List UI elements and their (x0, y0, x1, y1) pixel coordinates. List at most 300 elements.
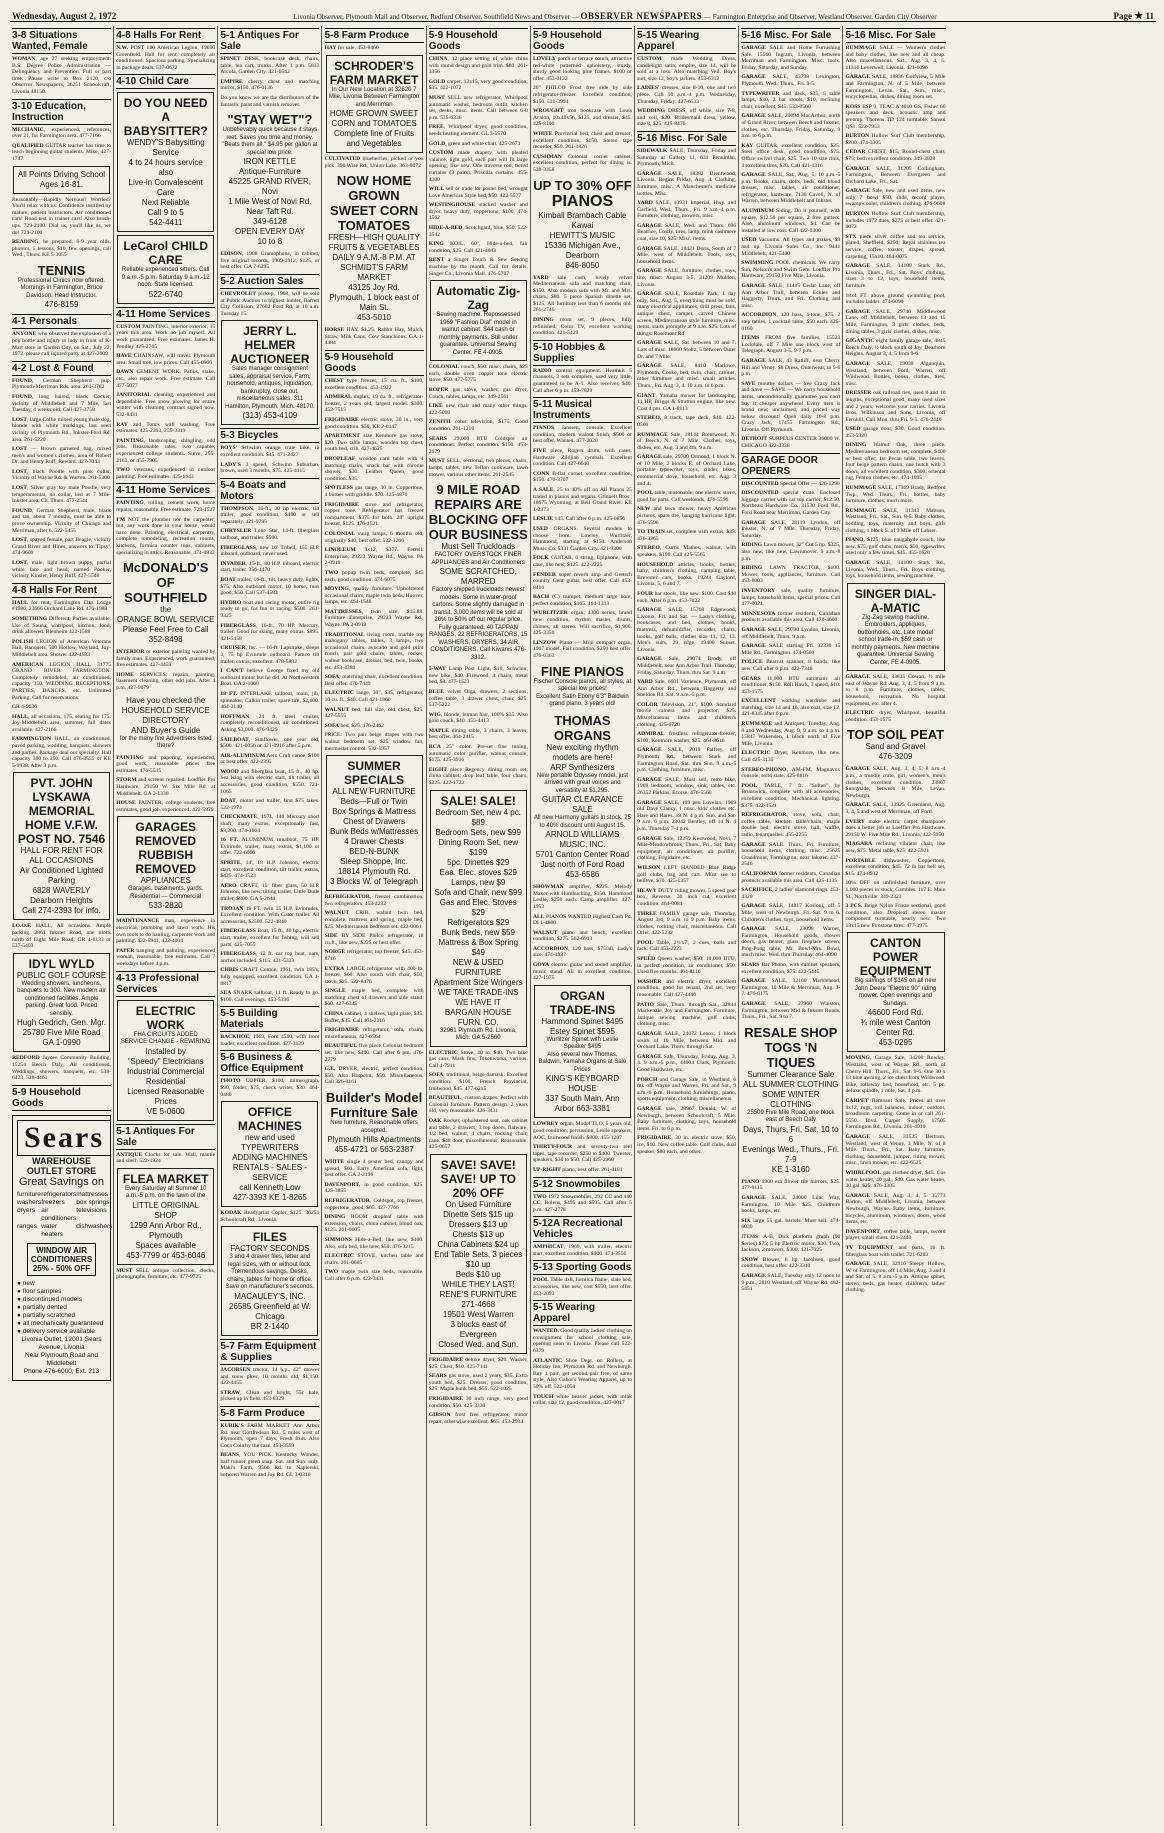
ad-line: BED-N-BUNK (349, 847, 399, 857)
classified-ad: GIGANTIC eight family garage sale, 4845 Beech Daly, ½ block south of Joy, Dearborn Heights. August 3, 4, 5 from 9-6. (845, 338, 946, 358)
ad-line: 542-4411 (149, 218, 183, 228)
ad-headline: CANTON POWER EQUIPMENT (859, 936, 932, 979)
classified-ad: ELECTRIC range, 30", $35, refrigerator, 10 cu. ft., $40. Call 421-1860 (324, 690, 424, 703)
ad-line: Reliable experienced sitters. Call 9 a.m.-5 p.m. Saturday 9 a.m.-12 noon. State licensed. (121, 267, 210, 289)
classified-ad: RIDING LAWN TRACTOR, $100. Mower, tools, appliances, furniture. Call 453-8003 (741, 565, 841, 585)
ad-keyword: WOMAN (12, 56, 36, 62)
display-ad (325, 173, 424, 323)
classified-ad: FRIGIDAIRE refrigerator, sofa, chairs, miscellaneous. 427-6564 (324, 1027, 424, 1040)
classified-ad: GARAGE SALE, Aug. 3, 4, 5, 8 a.m.-4 p.m., a trundle crate, girl, women's, men's clothes, excellent condition. 23807 Sunnyside, between 8 Mile, Levan. Newburgh. (845, 766, 946, 799)
ad-keyword: EMPIRE (220, 78, 243, 85)
ad-line: 4 to 24 hours service also (128, 158, 203, 178)
ad-keyword: ANTIQUE (116, 1151, 143, 1158)
ad-line: Live-in Convalescent Care (128, 178, 203, 198)
classified-ad: SWIMMING POOL chemicals. We carry Sun, Nelson's and Swim Gem. Loeffler Pro Hardware, 29150 Five Mile, Livonia. (741, 260, 841, 280)
classified-ad: ELECTRIC Dryer, Kenmore, like new. Call 425-3135 (741, 750, 841, 764)
column-7 (635, 26, 739, 1826)
classified-ad: STX piece silver coffee and tea service, plated, Sheffield, $250; Reyal stainless tea service, coffee, toaster, drapes, spread, carpeting, 15x10. 464-0075 (845, 233, 946, 260)
sears-bullet: ● delivery service available (17, 1327, 95, 1335)
ad-keyword: BACH (532, 594, 550, 601)
classified-ad: GARAGE SALE, 27960 Winston, Farmington, between Mid & Inkster Roads. Thurs., Fri., Sat. 9 to 7. (741, 1001, 841, 1021)
ad-line: Beds $10 up (455, 1269, 501, 1279)
classified-ad: ITEMS FROM five families, 15523 Lockdale, off 7 Mile one block west of Telegraph. August 3-5. 9-7 p.m. (741, 335, 841, 355)
ad-keyword: WOOD (220, 768, 239, 775)
classified-ad: GARAGE SALE, Must sell, retro bike, 1969 bedroom, window, sink, tables, etc. 26352 Parkins, Ecorse. 476-5560 (637, 776, 737, 796)
classified-ad: GARAGE SALE, 32160 Marblehead, Farmington, 10 Mile & Merriman, Aug. 3-7. 476-6175 (741, 978, 841, 998)
classified-ad: EIGHT piece Regency dining room set, china cabinet, drop leaf table, four chairs, $225. 422-1722 (428, 766, 528, 787)
ad-keyword: GARAGE (741, 113, 766, 120)
classified-ad: MINNESOTA former residents, Canadian products available this area. Call 478-4600 (741, 610, 841, 624)
boxed-ad (117, 816, 214, 915)
ad-headline: FINE PIANOS (540, 663, 624, 679)
ad-keyword: CHRIS (220, 967, 239, 974)
ad-keyword: GARAGE (845, 802, 871, 809)
ad-line: ARP Synthesizers (550, 762, 615, 772)
ad-keyword: A SALE (532, 486, 554, 493)
ad-line: New furniture. Reasonable offers accepted. (330, 1120, 418, 1134)
ad-keyword: DAWN (116, 369, 134, 376)
boxed-ad (117, 92, 214, 232)
classified-ad: MOVING, Garage Sale, 34200 Rowley, Westland, west of Wayne Rd., north of Cherry Hill. Thurs., Fri., Sat. 9-6. One 30 x 13 blue awning, 2 ice chest from Wildwood. Bike, rollaway bed, household, etc. 5 pc. deluxe spindle, 1 mile, Sat. 4 p.m. (845, 1055, 946, 1095)
ad-line: 3 Blocks W. of Telegraph (330, 877, 419, 887)
classified-ad: PIANO 1900 era flower tile mirrors, $25. 477-9115 (741, 1178, 841, 1192)
ad-keyword: HOFFMAN (220, 713, 250, 720)
ad-line: Kimball Brambach Cable Kawai (538, 210, 627, 230)
ad-keyword: UP-RIGHT (532, 1166, 561, 1173)
classified-ad: ELECTRIC dryer, Whirlpool, beautiful condition. 453-1575 (845, 710, 946, 723)
ad-line: Sewing machine. Repossessed 1969 "Fashion Dial" model in walnut cabinet. $44 cash or monthly payments. Still under guarantee. Universal Sewing Center. FE 4-0905. (436, 312, 521, 356)
classified-ad: GARAGE SALE, 31205 Collingham, Farmington, Between Evergreen and Orchard Lake, Fri., Sat. (845, 165, 946, 185)
classified-ad: JACOBSEN tractor, 14 h.p., 42" mower and snow plow, 10 months old, $1,150. 422-4455 (220, 1366, 320, 1387)
classified-ad: WOMAN, age 27 seeking employment. B.S. Degree Police Administration — Delinquency and Prevention. Full or part time. Please write to Box 2120, c/o Observer Newspapers, 36251 Schoolcraft, Livonia 48150. (12, 56, 111, 95)
ad-line: Garages, basements, yards. Residential — Commercial (128, 886, 204, 900)
ad-keyword: ELECTRIC (324, 690, 354, 697)
ad-keyword: ROPER (428, 387, 449, 393)
ad-line: Near Taft Rd. (246, 207, 294, 217)
ad-line: 337 South Main, Ann Arbor 663-3381 (545, 1094, 620, 1114)
classified-ad: BURTON Hollow Surf Club membership, includes 1972 dues, $275 or best offer. 421-0072 (845, 211, 946, 231)
ad-keyword: CARPET (845, 1098, 869, 1105)
ad-line: Bedroom Sets, new $99 (435, 827, 521, 837)
classified-ad: WIG, blonde, human hair, 100% $35. Also gold couch, $40. 455-4413 (428, 711, 528, 725)
ad-keyword: BOAT (220, 798, 236, 805)
boxed-ad (13, 166, 110, 194)
ad-keyword: MECHANIC (12, 126, 44, 133)
ad-keyword: PIANO (741, 1178, 760, 1185)
ad-keyword: WASHER (637, 978, 662, 985)
classified-ad: TYPEWRITER and desk, $35, 5 table lamps, $30, 2 bar stools, $10, reclining chair, excellent, $45. 533-0560 (741, 90, 841, 110)
ad-keyword: MUST (116, 1267, 133, 1274)
classified-ad: BOAT trailer, 16-ft., tilt, heavy duty, lights, $75. Also outboard motor, 10 horse, runs good, $50. Call 537-4583 (220, 577, 320, 597)
ad-keyword: ELECTRIC (845, 710, 875, 717)
classified-ad: FRIGIDAIRE electric stove, 30 in., very good condition. $50. KE 2-0147 (324, 417, 424, 430)
boxed-ad (221, 320, 318, 425)
ad-line: 476-8159 (44, 300, 79, 310)
classified-ad: ANTIQUE Clocks for sale. Wall, mantle and shelf. 522-1924 (116, 1151, 216, 1165)
classified-ad: GARAGE SALE, 8410 Marlowe, Plymouth, Cooke, bed, twin, chair, cabinet, other furniture and misc. small articles. Thurs., Fri. Aug. 3, 4. 10 a.m. to 6 p.m. (637, 363, 737, 389)
ad-keyword: QUALIFIED (12, 142, 44, 149)
ad-keyword: SHOWMAN (532, 884, 564, 891)
ad-keyword: WESTINGHOUSE (428, 202, 476, 209)
ad-line: Zig-Zag sewing machine. Embroiders, appliques, buttonholes, etc. Late model school trade-in. $59 cash or monthly payments. New machine guarantee. Universal Sewing Center, FE 4-0905. (851, 614, 940, 666)
classified-ad: LINOLEUM 9x12, $377. Ferrell. Enterprise, 29223 Wayne Rd., Wayne. PA 2-0919 (324, 547, 424, 567)
ad-line: 453-5010 (357, 313, 391, 323)
ad-headline: McDONALD'S OF SOUTHFIELD (122, 560, 209, 606)
section-heading: 5-8 Farm Produce (325, 28, 424, 43)
classified-ad: WURLITZER organ, 4300 series, brand new condition, rhythm master, drums, chimes, all stereo. Will sacrifice, $1,900. 425-3350 (532, 610, 632, 637)
ad-keyword: REFRIGERATOR (324, 894, 370, 901)
sears-window-ac (27, 1243, 96, 1276)
ad-keyword: USED (741, 237, 757, 244)
ad-keyword: SIDEWALK (637, 147, 668, 154)
ad-keyword: NORGE (324, 949, 346, 956)
ad-keyword: TO TRAIN (637, 529, 665, 536)
classified-ad: HYDRO boat and racing motor, entire rig ready to go, for fun or racing. $500. 261-9325 (220, 599, 320, 619)
classified-ad: RADIO control equipment. Heathkit 5 channels, 3 sets complete, used very little, guaranteed to be A-1. Also receiver, $40. Call after 6 p.m. 453-7829 (532, 367, 632, 394)
sears-bullet: ● discontinued models (17, 1295, 82, 1303)
classified-ad: STORM and screens repaired. Loeffler Pro Hardware, 29150 W. Six Mile Rd. at Middlebelt. GA 2-1330 (116, 777, 216, 797)
ad-headline: ORGAN TRADE-INS (549, 988, 616, 1017)
ad-line: 352-8498 (148, 635, 183, 645)
classified-ad: GARAGE SALE, 2019 Palfrey, off Plymouth Rd., between Stark and Farmington Road, Sat. thru Sun. 9 a.m.-5 p.m. Clothing, furniture, misc. (637, 747, 737, 774)
boxed-ad (221, 1101, 318, 1207)
ad-line: Wedding showers, luncheons, banquets to 300. New modern air conditioned facilities. Ample parking. Great food. Priced sensibly. (17, 980, 106, 1017)
ad-keyword: GARAGE (637, 268, 662, 275)
ad-keyword: BLUE (428, 688, 444, 695)
ad-keyword: CUSHMAN (532, 153, 562, 160)
ad-keyword: PATIO (637, 1001, 655, 1008)
ad-keyword: RAY (116, 421, 128, 428)
masthead-date: Wednesday, August 2, 1972 (12, 11, 117, 21)
classified-ad: EDISON, 1908 Gramophone, in cabinet, five original records, 1909-1912, $125, or best offer. GA 7-6295 (220, 251, 320, 271)
ad-keyword: ITEMS (741, 335, 760, 342)
ad-line: HALL FOR RENT FOR ALL OCCASIONS (20, 846, 103, 866)
ad-keyword: FRIGIDAIRE (428, 1395, 463, 1402)
classified-ad: BACH (C) trumpet, medium large bore, perfect condition, $165. 464-1313 (532, 594, 632, 607)
section-heading: 5-9 Household Goods (533, 28, 632, 54)
boxed-ad (326, 755, 423, 891)
ad-headline: IDYL WYLD (28, 956, 95, 971)
ad-keyword: SEARS (428, 1373, 447, 1380)
ad-keyword: I CAN'T (220, 668, 244, 675)
classified-ad: LOWREY organ, Model TLO, 5 years old, good condition, percussion, Leslie speakers, AOC, fruitwood finish. $800. 455-1207 (532, 1121, 632, 1141)
classified-ad: FIBERGLASS Boat, 15 ft., 40 hp., electric start, trailer, excellent for fishing, will sell parts. 425-7055 (220, 928, 320, 948)
classified-ad: ADMIRAL duplex, 19 cu. ft., refrigerator-freezer, 2 years old, largest model. $300. 453-7515 (324, 394, 424, 414)
classified-ad: GARAGE SALE, 24072 Lenox, 1 block south of 10 Mile, between Mid. and Orchard Lake. Thurs. through Sat. (637, 1031, 737, 1051)
ad-keyword: ADMIRAL (324, 394, 352, 401)
classified-ad: WALNUT CRIB, walnut twin bed, complete, mattress and spring, maple bed, $25. Mediterranean bedroom set. 422-0061 (324, 910, 424, 930)
ad-line: SOME SCRATCHED, MARRED (439, 567, 517, 587)
display-ad (325, 1090, 424, 1155)
classified-ad: NORGE refrigerator, top freezer, $45. 453-8716 (324, 949, 424, 962)
classified-ad: ZENITH color television, $175. Good condition. 261-1216 (428, 419, 528, 432)
ad-keyword: POOL (741, 782, 758, 789)
sears-item: air conditioners (41, 1206, 77, 1222)
classified-ad: HALL, all occasions, 175, seating for 175. Joy-Middlebelt area, summer, fall dates available. 427-2166 (12, 713, 111, 733)
ad-keyword: TOUCH (532, 1393, 554, 1400)
ad-keyword: HOUSEHOLD (637, 561, 674, 568)
ad-line: "Speedy" Electricians (127, 1056, 204, 1066)
ad-keyword: 3 PCS. (845, 903, 863, 910)
ad-keyword: USED (845, 426, 861, 433)
ad-line: 15336 Michigan Ave., Dearborn (544, 240, 621, 260)
ad-keyword: BOYS' (220, 445, 238, 452)
ad-keyword: TV EQUIPMENT (845, 1244, 894, 1251)
ad-keyword: GARAGE (845, 308, 871, 315)
boxed-ad (430, 280, 527, 361)
ad-keyword: HORSE (324, 327, 345, 334)
ad-keyword: GARAGE (637, 291, 662, 298)
sears-logo: Sears (17, 1120, 111, 1156)
classified-ad: 18x4 FT. above ground swimming pool, includes ladder. 474-6090 (845, 292, 946, 306)
ad-keyword: GARAGE (637, 607, 662, 614)
ad-line: FACTORY OVERSTOCK FINER APPLIANCES and Air Conditioners (431, 552, 525, 566)
ad-line: MACAULEY'S, INC. (234, 1291, 306, 1301)
classified-ad: LOST — Brown garnered bag, mixed men's and women's clothes, area of Robert Dr. and Henry Ruff, Reward. 427-7043 (12, 446, 111, 466)
classified-ad: YARD SALE, 10931 Imperial, Hwy. and Garfield, Wed., Thurs., Fri. 9 a.m.-4 p.m. Furniture, clothing, mowers, misc. (637, 200, 737, 220)
ad-line: Just north of Ford Road (540, 860, 625, 870)
ad-keyword: FIBERGLASS (220, 622, 256, 629)
ad-line: new and used (244, 1133, 295, 1143)
classified-ad: GARAGE SALE, Aug. 3, 4, 5. 35773 Barton, off Middlebelt, Livonia, between Newburgh, Wayne. Baby items, furniture, bicycles, aluminum, windows, doors, wood items, etc. (845, 1192, 946, 1226)
ad-line: Also several new Thomas, Baldwin, Yamaha Organs at Sale Prices (538, 1051, 627, 1073)
ad-keyword: INVENTORY (741, 587, 776, 594)
ad-headline: DO YOU NEED A BABYSITTER? (123, 96, 208, 139)
ad-headline: FILES (252, 1230, 287, 1245)
ad-keyword: POLICE (741, 659, 763, 666)
ad-keyword: PIANO (845, 537, 864, 544)
ad-line: 476-3209 (878, 752, 913, 762)
sears-item: dryers (17, 1206, 36, 1214)
classified-ad: HEAVY DUTY riding mower, 5 speed gear box, Reverse, 30 inch cut, excellent condition. 464-0081 (637, 887, 737, 907)
boxed-ad (847, 583, 945, 672)
ad-keyword: DETROIT (741, 436, 768, 443)
ad-keyword: FRIGIDAIRE (324, 501, 359, 508)
classified-ad: LOST, spayed female, part Beagle, vicinity Grand River and Hines, answers to 'Tipsy'. 474-9609 (12, 537, 111, 557)
sears-item: ranges (17, 1222, 37, 1230)
column-5 (427, 26, 531, 1826)
ad-keyword: TWO (116, 467, 130, 474)
ad-keyword: I.O.O.F. (12, 923, 32, 930)
ad-keyword: INTERIOR (116, 649, 145, 656)
ad-line: WHILE THEY LAST! (441, 1279, 515, 1289)
ad-keyword: YARD (637, 679, 653, 686)
ad-line: 846-8050 (565, 260, 600, 270)
newspaper-page (10, 8, 1156, 1828)
ad-keyword: STEREO (637, 415, 660, 422)
classified-ad: SEARS 29,000 BTU Coldspot air conditioner. Perfect condition. $150. 453-2679 (428, 435, 528, 455)
ad-keyword: SINGLE (324, 988, 346, 995)
classified-ad: FIBERGLASS, 16-ft., 70 HP. Mercury, trailer. Good for skiing, many extras. $895. 421-5458 (220, 622, 320, 642)
ad-keyword: GARAGE (845, 766, 871, 773)
classified-ad: RENT a Singer Touch & Sew Sewing machine by the month. Call for details. Singer Co., Livonia Mall. 476-5707 (428, 257, 528, 277)
ad-keyword: FOLK (532, 555, 549, 562)
page-label: Page (1113, 11, 1132, 21)
section-heading: 5-7 Farm Equipment & Supplies (220, 1339, 319, 1365)
ad-keyword: MAINTENANCE (116, 918, 160, 925)
ad-line: Apartment Size Wringers (433, 977, 523, 987)
classified-ad: REFRIGERATOR, freezer combination, two refrigerators. 453-4232 (324, 894, 424, 907)
ad-line: VE 5-0600 (146, 1106, 185, 1116)
classified-ad: GARAGE Sale, Thursday, Friday, Aug. 3, 4. 9 a.m.-5 p.m., 44004 Clark, Plymouth. Good Hardware, etc. (637, 1053, 737, 1073)
classified-ad: GARAGE SALE, 23098 Warner, Farmington, Household goods, shower doors, gas heater, glass fireplace screen, Ping-Pong table, Mr. Bowl-Mrs. Bowl, much misc. Wed. thru Thursday. 464-4090 (741, 926, 841, 959)
classified-ad: RUMMAGE SALE, 17369 Brady, Redford Twp., Wed. Thurs., Fri., bottles, baby furniture, clothes, much more. (845, 485, 946, 505)
ad-line: 6828 WAVERLY (32, 886, 91, 896)
ad-keyword: SAILBOAT (220, 736, 249, 743)
ad-line: Unbelievably quick because it stays wet. Saves you time and money. "Beats them all." $4.95 per gallon at special low price. (222, 127, 318, 156)
ad-line: Wurlitzer Spinet with Leslie Speaker $495 (546, 1036, 619, 1051)
sears-items (17, 1190, 113, 1239)
ad-headline: SAVE! SAVE! SAVE! UP TO 20% OFF (440, 1157, 516, 1200)
classified-ad: BEAUTIFUL, custom drapes. Perfect with Colonial furniture. Pattern design. 2 years old, very reasonable. 426-3431 (428, 1095, 528, 1115)
classified-ad: COLONIAL swag lamps, 6 months old, originally $40, best offer. 522-1266 (324, 530, 424, 544)
ad-keyword: PORCH (637, 1076, 658, 1083)
ad-keyword: PORTABLE (845, 857, 876, 864)
classified-ad: ALUMINUM Siding. Do it yourself, with square, $12.50 per square, 2 free gutters. Also, aluminum windows, $4. Can be installed at low cost. Call 422-0300 (741, 208, 841, 234)
ad-line: Sofa and Chair, new $99 (434, 887, 523, 897)
classified-ad: I'M NOT the plumber nor the carpenter, but, any work done in your house, would have done. Painting, electrical, carpentry, complete remodeling, recreation rooms, kitchens, formica counter tops, cabinets, specializing in attics. Reasonable. 474-0832 (116, 516, 216, 556)
ad-keyword: WEDDING (637, 108, 666, 115)
ad-keyword: TWO (324, 569, 339, 576)
ad-line: 1 Mile West of Novi Rd. (228, 197, 312, 207)
ad-line: Sand and Gravel (865, 742, 926, 752)
ad-keyword: HIDE-A-BED (428, 225, 463, 232)
sears-item: refrigerators (41, 1190, 77, 1198)
ad-keyword: STORM (116, 777, 137, 784)
classified-ad: GARAGE SALE, 14100 Stark Rd., Livonia, Wed., Thurs., Fri. Boys clothing, toys, household items, sewing machine. (845, 559, 946, 580)
ad-keyword: DISCOUNTED (741, 490, 779, 497)
ad-keyword: BEAUTIFUL (428, 1095, 462, 1102)
ad-line: Days, Thurs, Fri, Sat. 10 to 6 (743, 1124, 839, 1144)
section-heading: 4-8 Halls For Rent (116, 28, 215, 43)
classified-ad: EXCELLENT working wardrobe and matching, size 14 and 16, also coat, size 12. 421-8345 after 6 p.m. (741, 698, 841, 718)
classified-ad: INTERIOR or exterior painting wanted by family man. Experienced, work guaranteed, free estimates. 427-4459 (116, 649, 216, 669)
ad-line: HEWITT'S MUSIC (549, 230, 616, 240)
sears-bullet: ● floor samples (17, 1287, 62, 1295)
ad-line: Installed by (145, 1046, 186, 1056)
classified-ad: PATIO Sale, Thurs. through Sat., 32844 Mackenzie, Joy and Farmington. Furniture, antique sewing machine, golf clubs, clothing, misc. (637, 1001, 737, 1028)
ad-line: Call 9 to 5 (147, 208, 184, 218)
classified-ad: FOUND, long haired, black Cocker, vicinity of Middlebelt and 7 Mile, last Tuesday, 4 weeks old. Call 427-3758 (12, 393, 111, 414)
classified-ad: SEA SNARK sailboat, 11 ft. Ready to go. $100. Call evenings. 453-5336 (220, 990, 320, 1003)
section-heading: 5-15 Wearing Apparel (533, 1300, 632, 1326)
ad-keyword: COLONIAL (428, 364, 460, 371)
ad-headline: SALE! SALE! (440, 793, 516, 808)
classified-ad: ROPER gas stove, washer, gas dryer, Couch, tables, lamps, etc. 349-2561 (428, 387, 528, 400)
classified-ad: BURTON Hollow Surf Club membership, $200. 474-3305 (845, 133, 946, 146)
ad-line: FACTORY SECONDS (230, 1244, 310, 1254)
ad-keyword: GARAGE (741, 1272, 766, 1279)
classified-ad: RCA 25" color. Pre-set fine tuning, automatic color purifier, walnut console, $175. 425-3916 (428, 744, 528, 764)
ad-keyword: THOMPSON (220, 505, 254, 512)
ad-line: ALL NEW FURNITURE (332, 787, 416, 797)
sears-bullet: ● all mechanically guaranteed (17, 1319, 104, 1327)
ad-keyword: GARAGE (845, 674, 871, 681)
ad-line: 522-6740 (148, 289, 183, 299)
classified-ad: HOUSE PAINTER, college students, free estimates, good job, experienced. 422-5879 (116, 800, 216, 813)
classified-ad: SNOW Blower, 6 hp. Jacobsen, good condition, best offer. 422-3310 (741, 1256, 841, 1270)
ad-line: Eaa. Elec. stoves $29 (439, 867, 517, 877)
ad-keyword: GARAGE (637, 170, 662, 177)
classified-ad: GOLD, green and white chair. 425-2673 (428, 140, 521, 147)
ad-keyword: 5-WAY (428, 666, 446, 673)
classified-ad: CUSTOM PAINTING, interior exterior, 15 years this area. Work no job myself. All work guaranteed. Free estimates. James H. Pendley 425-2765 (116, 323, 216, 350)
classified-ad: POOL Table 4x8, formica frame, slate bed, accessories, like new, cost $550, best offer. 453-2093 (532, 1277, 632, 1297)
classified-ad: I CAN'T believe George fixed my old outboard motor but he did. At Northwestern Boat. GA 2-1060 (220, 668, 320, 688)
ad-line: China Cabinets $24 up (437, 1239, 519, 1249)
ad-keyword: THIRTY-FOUR (532, 1144, 573, 1151)
ad-line: New exciting rhythm models are here! (546, 742, 619, 762)
ad-keyword: GARAGE (741, 841, 766, 848)
section-heading: 4-13 Professional Services (116, 971, 215, 997)
section-heading: 5-12 Snowmobiles (533, 1177, 632, 1192)
ad-keyword: GARAGE (845, 188, 871, 195)
classified-ad: ATLANTIC Shoe Dept. on Rollers, at Holiday Inn, Plymouth Rd. and Newburgh. Buy 1 pair, get second pair free, of same style, Also Gabor's Wearing Apparel, up to 50% off. 522-1050 (532, 1357, 632, 1390)
classified-ad: STEREO-PHONO, AM-FM, Magnavox console, solid state. 425-8816 (741, 766, 841, 780)
classified-ad: GARAGE SALE, 24000 Lilac Way, Farmington, 10 Mile. $25. Children's books, lamps, etc. (741, 1195, 841, 1215)
ad-keyword: RUMMAGE (741, 721, 773, 728)
classified-ad: COLONIAL couch, $50. misc. chairs, $25 each, double oven copper tone electric stove, $50. 477-5775 (428, 364, 528, 384)
ad-keyword: CHEVROLET (220, 290, 257, 297)
classified-ad: STRAW, Clean and bright, 55c bale, picked up in field. 453-8329 (220, 1389, 320, 1403)
classified-ad: USED garage door, $30. Good condition. 453-5920 (845, 426, 946, 439)
classified-ad: HOFFMAN, 24 ft. steel cruiser, completely reconditioned, air conditioned. Asking $3,000. 476-9429 (220, 713, 320, 733)
classified-ad: YARD sale cash, lovely velvet Mediterranean sofa and matching chair, $150. Also modern sofa with Mr. and Mrs. chairs, $80. 5 piece Spanish dinette set, $125. All furniture less than 6 months old. 261-2746 (532, 274, 632, 314)
ad-keyword: ADMIRAL (637, 731, 665, 738)
classified-ad: FRIGIDAIRE 30 inch range, very good condition, $50. 425-3330 (428, 1395, 528, 1409)
classified-ad: EMPIRE cherry chest and matching mirror, $150. 476-0136 (220, 78, 320, 92)
ad-keyword: SEARS (428, 435, 447, 442)
ad-line: 45225 GRAND RIVER, Novi (228, 177, 311, 197)
ad-headline: SCHRODER'S FARM MARKET (329, 58, 419, 87)
ad-keyword: KUBIK'S (220, 1422, 244, 1429)
ad-line: In Our New Location at 32620 7 Mile, Livonia Between Farmington and Merriman (328, 86, 420, 108)
classified-ad: AMERICAN LEGION HALL 31775 GRAND RIVER FARMINGTON. Completely remodeled, air conditioned, capacity 350. WEDDING RECEPTIONS, PARTIES, DANCES, etc. Unlimited Parking. Call for reservations. (12, 661, 111, 701)
classified-ad: BACKHOE, 1969, Ford 4500, with front loader, excellent condition. 427-3129 (220, 1034, 320, 1047)
section-heading: 4-10 Child Care (116, 74, 215, 89)
classified-ad: GEARS 11,000 BTU automatic air conditioner, $150. Roll Hawk, 3 speed, $10. 453-1575 (741, 675, 841, 695)
classified-ad: EXTRA LARGE refrigerator with 400 lb. freezer, $60. Also couch with chair, $50, stove, $25. 522-8476 (324, 965, 424, 985)
sears-item: water heaters (41, 1222, 63, 1238)
classified-ad: PIANOS, Janssen, console. Excellent condition, modern walnut finish, $500 or best offer. Wanted. 477-2020 (532, 425, 632, 445)
classified-ad: GARAGE SALE, 29700 Lyndon, Livonia, off Middlebelt, Thurs. 9 a.m. (741, 626, 841, 640)
classified-ad: CUSHMAN Colonial corner cabinet, excellent condition, perfect for dining is. 538-3358 (532, 153, 632, 173)
section-heading: 3-8 Situations Wanted, Female (12, 28, 111, 54)
ad-keyword: G.E. (324, 1066, 336, 1073)
classified-ad: CHINA, 12 place setting of white china with round design and gold trim. $80. 261-3356 (428, 56, 528, 76)
ad-keyword: CHEST (324, 378, 344, 385)
ad-line: Please Feel Free to Call (122, 625, 209, 635)
section-heading: 3-10 Education, Instruction (12, 99, 111, 125)
classified-ad: SOFA, matching chair, excellent condition. Best offer. 476-7449 (324, 674, 424, 687)
ad-line: Every Saturday all Summer 10 a.m.-5 p.m. on the lawn of the (125, 1185, 207, 1200)
ad-keyword: CULTIVATED (324, 156, 361, 163)
ad-keyword: EVERY (845, 818, 865, 825)
classified-ad: GARAGE SALE, 14100 Stark Rd., Livonia, Thurs., Fri., Sat. Boys' clothing, sizes 3 to 12, toys, household items, furniture. (845, 263, 946, 289)
ad-headline: 9 MILE ROAD REPAIRS ARE BLOCKING OFF OUR BUSINESS (428, 482, 528, 543)
classified-ad: AIR-ALUMINUM Aero Craft canoe, $100 or best offer. 422-2395 (220, 752, 320, 766)
classified-ad: HALL for rent, Farmington Elks Lodge #1986, 23666 Orchard Lake Rd. 476-1988 (12, 599, 111, 613)
section-heading: 4-11 Home Services (116, 307, 215, 322)
ad-keyword: WALNUT (324, 910, 350, 917)
ad-keyword: REDFORD (12, 1055, 40, 1062)
section-heading: 5-10 Hobbies & Supplies (533, 340, 632, 366)
classified-ad: TROJAN 19 FT. twin 35 H.P. Evinrudes, Excellent condition. With Gator trailer. All accessories, $2500. 522-4840 (220, 905, 320, 925)
ad-keyword: FENDER (532, 571, 556, 578)
sears-item: dishwashers (76, 1222, 113, 1230)
classified-ad: USED ORGANS. Several models to choose from. Lowrey, Wurlitzer, Hammond, starting at $150. Anderson Music Co. 5331 Garden City. 421-9300 (532, 525, 632, 552)
section-heading: 5-6 Business & Office Equipment (220, 1050, 319, 1076)
